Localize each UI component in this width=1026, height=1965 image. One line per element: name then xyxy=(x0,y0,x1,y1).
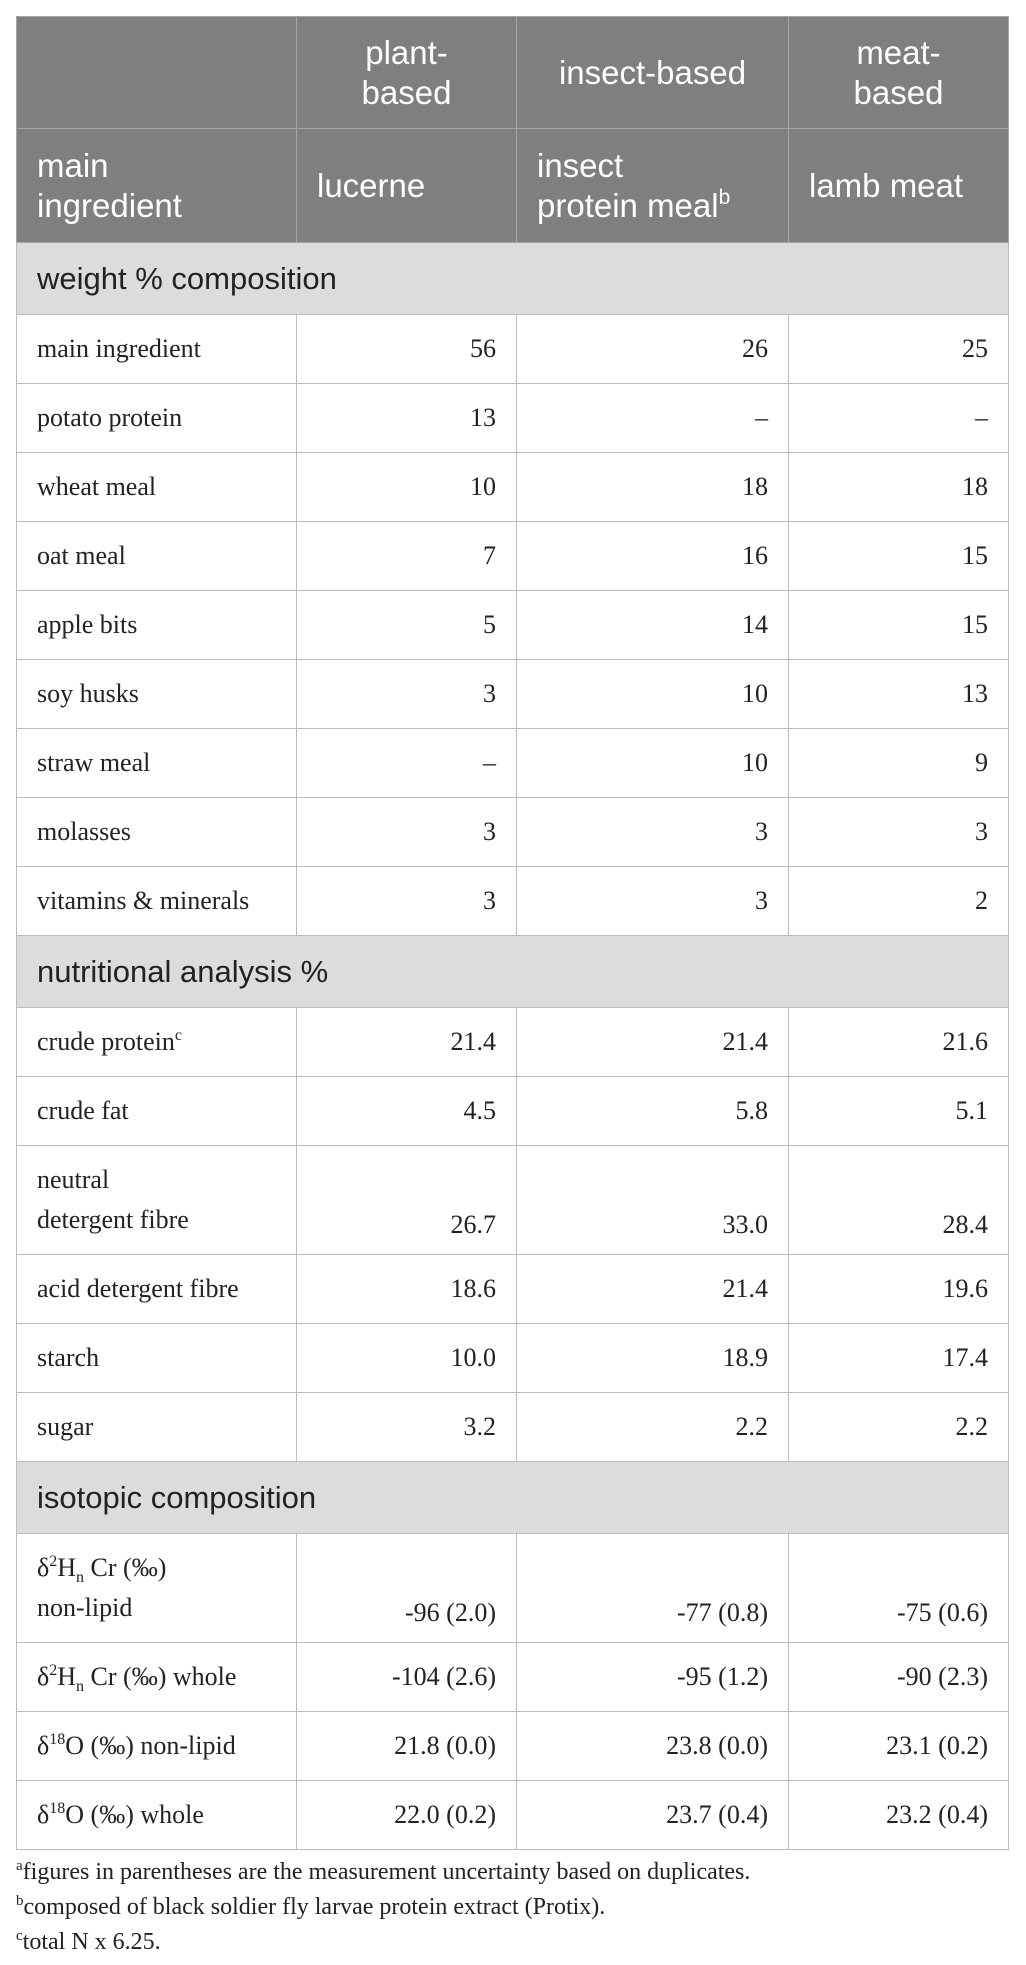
row-label xyxy=(17,1008,297,1077)
row-label-text: acid detergent fibre xyxy=(37,1274,239,1303)
table-row xyxy=(17,1077,1009,1146)
row-label-text: wheat meal xyxy=(37,472,157,501)
footnote xyxy=(16,1925,1008,1960)
section-row-weight xyxy=(17,243,1009,315)
cell-meat: 25 xyxy=(789,315,1009,384)
cell-insect: 26 xyxy=(517,315,789,384)
cell-insect: 14 xyxy=(517,591,789,660)
row-label-text: crude protein xyxy=(37,1027,175,1056)
cell-meat: 2 xyxy=(789,867,1009,936)
element-symbol: O xyxy=(65,1800,85,1829)
element-symbol: H xyxy=(57,1553,77,1582)
row-label-text: potato protein xyxy=(37,403,183,432)
row-label-text: neutral detergent fibre xyxy=(37,1165,189,1234)
cell-plant: – xyxy=(297,729,517,798)
row-label-text: straw meal xyxy=(37,748,151,777)
table-row xyxy=(17,1324,1009,1393)
section-title-nutrition: nutritional analysis % xyxy=(17,936,1009,1008)
row-label xyxy=(17,1255,297,1324)
cell-meat: 15 xyxy=(789,522,1009,591)
row-label-text: starch xyxy=(37,1343,100,1372)
row-label xyxy=(17,867,297,936)
cell-insect: 3 xyxy=(517,798,789,867)
cell-insect: 23.8 (0.0) xyxy=(517,1712,789,1781)
cell-insect: 18.9 xyxy=(517,1324,789,1393)
row-label xyxy=(17,384,297,453)
row-label-text: apple bits xyxy=(37,610,138,639)
cell-meat: 23.2 (0.4) xyxy=(789,1781,1009,1850)
cell-insect: 33.0 xyxy=(517,1146,789,1255)
cell-plant: -104 (2.6) xyxy=(297,1643,517,1712)
cell-plant: 22.0 (0.2) xyxy=(297,1781,517,1850)
delta-symbol: δ xyxy=(37,1662,50,1691)
cell-meat: 3 xyxy=(789,798,1009,867)
table-row xyxy=(17,1781,1009,1850)
row-label xyxy=(17,798,297,867)
element-symbol: H xyxy=(57,1662,77,1691)
header-row-main-ingredient xyxy=(17,129,1009,243)
cell-plant: 13 xyxy=(297,384,517,453)
cell-meat: 15 xyxy=(789,591,1009,660)
element-symbol: O xyxy=(65,1731,85,1760)
row-label-text: Cr (‰) whole xyxy=(84,1662,237,1691)
footnote-text: figures in parentheses are the measurement uncertainty based on duplicates. xyxy=(22,1859,751,1885)
table-row xyxy=(17,1534,1009,1643)
cell-meat: 28.4 xyxy=(789,1146,1009,1255)
delta-symbol: δ xyxy=(37,1553,50,1582)
isotope-mass: 2 xyxy=(49,1553,58,1570)
cell-insect: 3 xyxy=(517,867,789,936)
cell-plant: 10 xyxy=(297,453,517,522)
footnote-mark: a xyxy=(16,1858,23,1874)
cell-insect: 2.2 xyxy=(517,1393,789,1462)
cell-meat: – xyxy=(789,384,1009,453)
cell-plant: 56 xyxy=(297,315,517,384)
row-label-text: oat meal xyxy=(37,541,126,570)
cell-insect: -77 (0.8) xyxy=(517,1534,789,1643)
header-lucerne: lucerne xyxy=(297,129,517,243)
diet-composition-table xyxy=(16,16,1009,1850)
cell-insect: 21.4 xyxy=(517,1255,789,1324)
footnote-mark-b: b xyxy=(718,185,731,209)
row-label xyxy=(17,1393,297,1462)
table-row xyxy=(17,867,1009,936)
section-title-weight: weight % composition xyxy=(17,243,1009,315)
table-row xyxy=(17,1255,1009,1324)
isotope-mass: 18 xyxy=(49,1800,66,1817)
cell-plant: 18.6 xyxy=(297,1255,517,1324)
row-label-text: soy husks xyxy=(37,679,139,708)
table-row xyxy=(17,384,1009,453)
row-label xyxy=(17,1712,297,1781)
row-label xyxy=(17,1534,297,1643)
row-label xyxy=(17,453,297,522)
row-label xyxy=(17,729,297,798)
row-label xyxy=(17,1146,297,1255)
row-label xyxy=(17,1324,297,1393)
table-row xyxy=(17,1712,1009,1781)
table-footnotes xyxy=(16,1855,1008,1960)
row-label xyxy=(17,1781,297,1850)
cell-insect: 21.4 xyxy=(517,1008,789,1077)
table-row xyxy=(17,660,1009,729)
row-label xyxy=(17,660,297,729)
isotope-mass: 2 xyxy=(49,1662,58,1679)
cell-plant: 3 xyxy=(297,867,517,936)
cell-meat: 5.1 xyxy=(789,1077,1009,1146)
table-row xyxy=(17,453,1009,522)
row-label-text: molasses xyxy=(37,817,131,846)
table-row xyxy=(17,729,1009,798)
cell-plant: 3 xyxy=(297,798,517,867)
row-label-text: Cr (‰) xyxy=(84,1553,167,1582)
section-title-isotopic: isotopic composition xyxy=(17,1462,1009,1534)
cell-insect: – xyxy=(517,384,789,453)
row-label-text: sugar xyxy=(37,1412,94,1441)
header-meat-based: meat- based xyxy=(789,17,1009,129)
header-row-diet-type xyxy=(17,17,1009,129)
row-label xyxy=(17,591,297,660)
cell-plant: 4.5 xyxy=(297,1077,517,1146)
cell-plant: 21.4 xyxy=(297,1008,517,1077)
table-row xyxy=(17,1643,1009,1712)
footnote xyxy=(16,1855,1008,1890)
header-insect-protein-meal: insect protein meal$^b$ xyxy=(517,129,789,243)
footnote-mark: c xyxy=(16,1928,23,1944)
cell-plant: 7 xyxy=(297,522,517,591)
table-row xyxy=(17,591,1009,660)
cell-plant: 5 xyxy=(297,591,517,660)
cell-meat: -75 (0.6) xyxy=(789,1534,1009,1643)
row-label xyxy=(17,1643,297,1712)
composition-table-wrapper xyxy=(16,16,1008,1850)
cell-insect: 16 xyxy=(517,522,789,591)
cell-insect: 10 xyxy=(517,660,789,729)
footnote-mark: c xyxy=(174,1027,182,1044)
table-row xyxy=(17,315,1009,384)
cell-insect: 23.7 (0.4) xyxy=(517,1781,789,1850)
section-row-nutrition xyxy=(17,936,1009,1008)
row-label-text: crude fat xyxy=(37,1096,129,1125)
cell-insect: -95 (1.2) xyxy=(517,1643,789,1712)
row-label-text: main ingredient xyxy=(37,334,201,363)
row-label-text: (‰) non-lipid xyxy=(84,1731,236,1760)
row-label-text: vitamins & minerals xyxy=(37,886,250,915)
cell-meat: 17.4 xyxy=(789,1324,1009,1393)
delta-symbol: δ xyxy=(37,1731,50,1760)
table-row xyxy=(17,1146,1009,1255)
isotope-mass: 18 xyxy=(49,1731,66,1748)
footnote-text: composed of black soldier fly larvae protein extract (Protix). xyxy=(23,1894,606,1920)
cell-meat: 2.2 xyxy=(789,1393,1009,1462)
cell-plant: 10.0 xyxy=(297,1324,517,1393)
cell-meat: 18 xyxy=(789,453,1009,522)
section-row-isotopic xyxy=(17,1462,1009,1534)
cell-meat: 23.1 (0.2) xyxy=(789,1712,1009,1781)
table-header xyxy=(17,17,1009,243)
footnote xyxy=(16,1890,1008,1925)
cell-meat: 13 xyxy=(789,660,1009,729)
cell-insect: 5.8 xyxy=(517,1077,789,1146)
row-label xyxy=(17,315,297,384)
cell-meat: 21.6 xyxy=(789,1008,1009,1077)
cell-plant: 26.7 xyxy=(297,1146,517,1255)
table-row xyxy=(17,522,1009,591)
table-row xyxy=(17,1008,1009,1077)
cell-meat: 9 xyxy=(789,729,1009,798)
row-label xyxy=(17,522,297,591)
header-main-ingredient-label: main ingredient xyxy=(17,129,297,243)
cell-meat: -90 (2.3) xyxy=(789,1643,1009,1712)
header-lamb-meat: lamb meat xyxy=(789,129,1009,243)
delta-symbol: δ xyxy=(37,1800,50,1829)
cell-insect: 18 xyxy=(517,453,789,522)
header-plant-based: plant- based xyxy=(297,17,517,129)
footnote-text: total N x 6.25. xyxy=(22,1929,161,1955)
footnote-mark: b xyxy=(16,1893,24,1909)
row-label-text: (‰) whole xyxy=(84,1800,204,1829)
header-empty-cell xyxy=(17,17,297,129)
cell-meat: 19.6 xyxy=(789,1255,1009,1324)
row-label xyxy=(17,1077,297,1146)
cell-insect: 10 xyxy=(517,729,789,798)
table-row xyxy=(17,798,1009,867)
cell-plant: 3.2 xyxy=(297,1393,517,1462)
subscript: n xyxy=(76,1678,85,1695)
cell-plant: 3 xyxy=(297,660,517,729)
header-insect-based: insect-based xyxy=(517,17,789,129)
row-label-line2: non-lipid xyxy=(37,1593,133,1622)
table-row xyxy=(17,1393,1009,1462)
cell-plant: -96 (2.0) xyxy=(297,1534,517,1643)
subscript: n xyxy=(76,1569,85,1586)
table-body xyxy=(17,243,1009,1850)
cell-plant: 21.8 (0.0) xyxy=(297,1712,517,1781)
